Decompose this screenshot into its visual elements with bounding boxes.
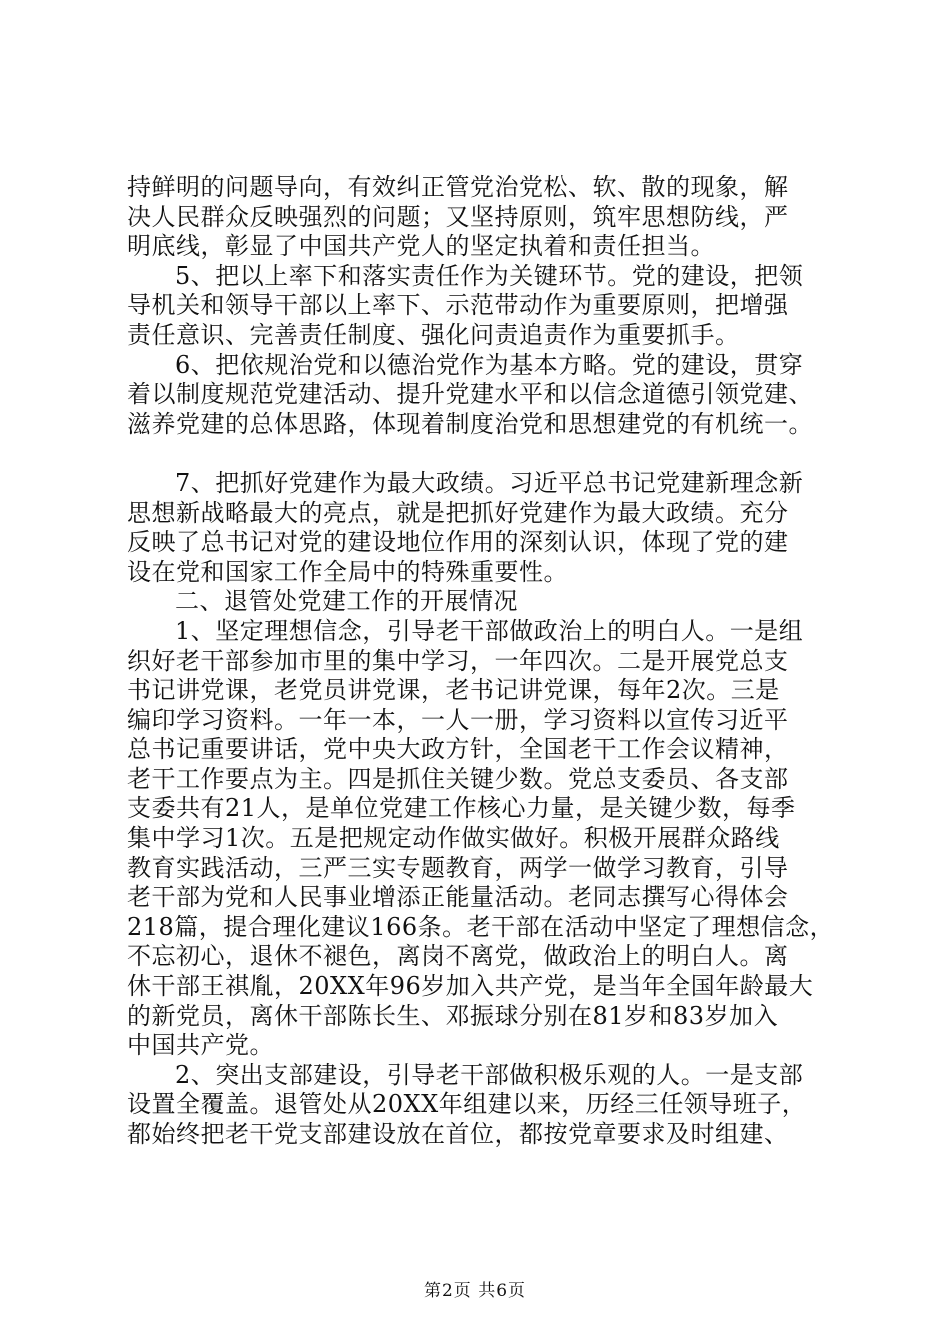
text-line: 思想新战略最大的亮点，就是把抓好党建作为最大政绩。充分: [127, 498, 789, 527]
text-line: 老干部为党和人民事业增添正能量活动。老同志撰写心得体会: [127, 883, 789, 912]
text-line: 责任意识、完善责任制度、强化问责追责作为重要抓手。: [127, 320, 740, 349]
text-line: 集中学习1次。五是把规定动作做实做好。积极开展群众路线: [127, 824, 780, 853]
text-line: 总书记重要讲话，党中央大政方针，全国老干工作会议精神，: [127, 735, 789, 764]
text-line: 书记讲党课，老党员讲党课，老书记讲党课，每年2次。三是: [127, 676, 780, 705]
text-line: 不忘初心，退休不褪色，离岗不离党，做政治上的明白人。离: [127, 942, 789, 971]
paragraph-start-line: 7、把抓好党建作为最大政绩。习近平总书记党建新理念新: [175, 468, 804, 497]
text-line: 支委共有21人，是单位党建工作核心力量，是关键少数，每季: [127, 794, 796, 823]
text-line: 明底线，彰显了中国共产党人的坚定执着和责任担当。: [127, 232, 715, 261]
paragraph-start-line: 2、突出支部建设，引导老干部做积极乐观的人。一是支部: [175, 1060, 804, 1089]
text-line: 着以制度规范党建活动、提升党建水平和以信念道德引领党建、: [127, 380, 813, 409]
text-line: 导机关和领导干部以上率下、示范带动作为重要原则，把增强: [127, 291, 789, 320]
text-line: 编印学习资料。一年一本，一人一册，学习资料以宣传习近平: [127, 705, 789, 734]
text-line: 教育实践活动，三严三实专题教育，两学一做学习教育，引导: [127, 853, 789, 882]
text-line: 设在党和国家工作全局中的特殊重要性。: [127, 557, 568, 586]
paragraph-start-line: 1、坚定理想信念，引导老干部做政治上的明白人。一是组: [175, 616, 804, 645]
text-line: 滋养党建的总体思路，体现着制度治党和思想建党的有机统一。: [127, 409, 813, 438]
text-line: 都始终把老干党支部建设放在首位，都按党章要求及时组建、: [127, 1120, 789, 1148]
page-number-footer: 第2页 共6页: [423, 1281, 527, 1301]
paragraph-gap: [127, 439, 837, 469]
text-line: 织好老干部参加市里的集中学习，一年四次。二是开展党总支: [127, 646, 789, 675]
text-line: 决人民群众反映强烈的问题；又坚持原则，筑牢思想防线，严: [127, 202, 789, 231]
text-line: 老干工作要点为主。四是抓住关键少数。党总支委员、各支部: [127, 764, 789, 793]
section-heading: 二、退管处党建工作的开展情况: [175, 587, 518, 616]
paragraph-start-line: 6、把依规治党和以德治党作为基本方略。党的建设，贯穿: [175, 350, 804, 379]
text-line: 持鲜明的问题导向，有效纠正管党治党松、软、散的现象，解: [127, 173, 789, 201]
text-line: 中国共产党。: [127, 1031, 274, 1060]
text-line: 的新党员，离休干部陈长生、邓振球分别在81岁和83岁加入: [127, 1001, 779, 1030]
document-body: [127, 173, 837, 1150]
paragraph-start-line: 5、把以上率下和落实责任作为关键环节。党的建设，把领: [175, 261, 804, 290]
text-line: 218篇，提合理化建议166条。老干部在活动中坚定了理想信念，: [127, 912, 835, 941]
text-line: 反映了总书记对党的建设地位作用的深刻认识，体现了党的建: [127, 528, 789, 557]
text-line: 休干部王祺胤，20XX年96岁加入共产党，是当年全国年龄最大: [127, 972, 814, 1001]
text-line: 设置全覆盖。退管处从20XX年组建以来，历经三任领导班子，: [127, 1090, 807, 1119]
